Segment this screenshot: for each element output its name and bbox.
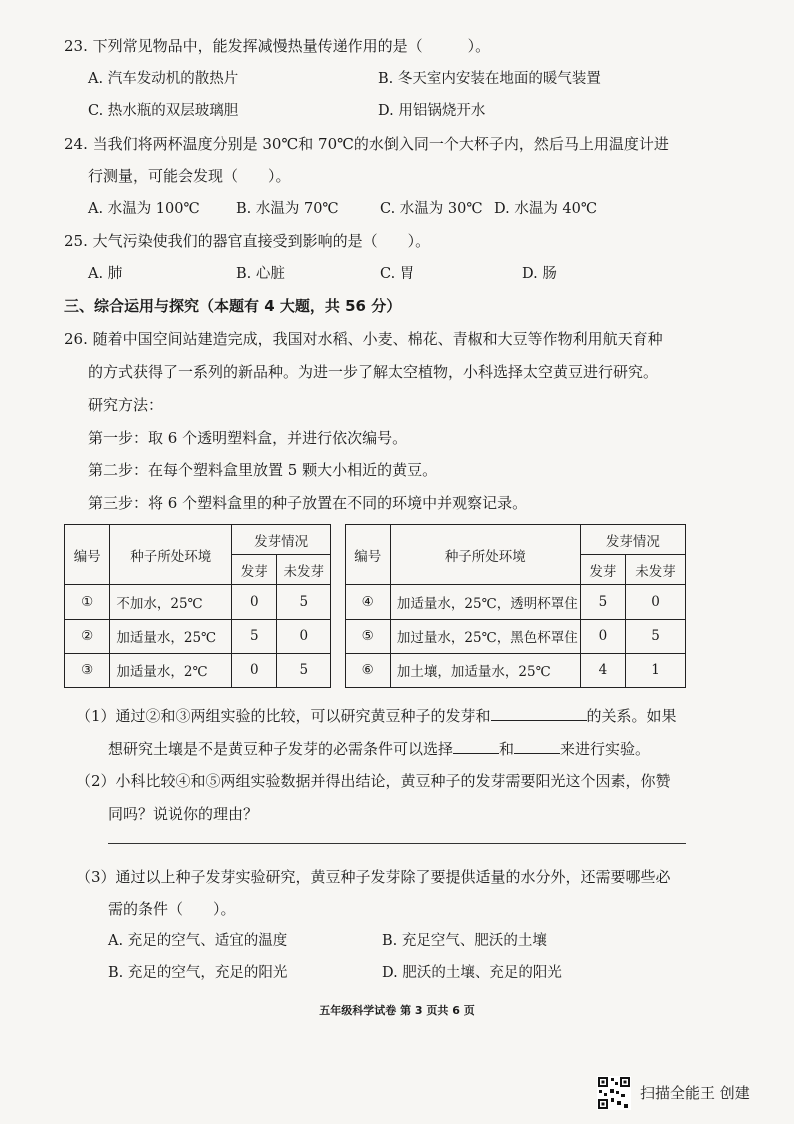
cell-environment: 加土壤，加适量水，25℃ xyxy=(390,653,580,687)
q26-step2: 第二步：在每个塑料盒里放置 5 颗大小相近的黄豆。 xyxy=(88,461,438,479)
q26-step3: 第三步：将 6 个塑料盒里的种子放置在不同的环境中并观察记录。 xyxy=(88,494,528,512)
cell-sprout: 4 xyxy=(580,653,625,687)
q23-option-c: C. 热水瓶的双层玻璃胆 xyxy=(88,103,239,119)
q26-sub2-line1: （2）小科比较④和⑤两组实验数据并得出结论，黄豆种子的发芽需要阳光这个因素，你赞 xyxy=(76,772,671,790)
q26-sub1-text-d: 和 xyxy=(499,740,515,758)
cell-id: ④ xyxy=(345,585,390,619)
header-no-sprout: 未发芽 xyxy=(277,555,331,585)
q26-sub3-option-d: D. 肥沃的土壤、充足的阳光 xyxy=(382,965,562,981)
cell-id: ⑤ xyxy=(345,619,390,653)
cell-sprout: 5 xyxy=(580,585,625,619)
cell-environment: 加适量水，25℃ xyxy=(110,619,232,653)
q26-sub1-line1 xyxy=(76,704,677,727)
q25-option-d: D. 肠 xyxy=(522,266,557,282)
header-id: 编号 xyxy=(65,525,110,585)
cell-id: ① xyxy=(65,585,110,619)
cell-no-sprout: 5 xyxy=(626,619,686,653)
cell-environment: 加适量水，25℃，透明杯罩住 xyxy=(390,585,580,619)
cell-sprout: 0 xyxy=(580,619,625,653)
cell-no-sprout: 5 xyxy=(277,653,331,687)
q25-option-c: C. 胃 xyxy=(380,266,415,282)
q24-stem-line1: 24. 当我们将两杯温度分别是 30℃和 70℃的水倒入同一个大杯子内，然后马上用温度计进 xyxy=(64,135,669,153)
q23-option-a: A. 汽车发动机的散热片 xyxy=(88,71,239,87)
q26-method-label: 研究方法： xyxy=(88,396,164,414)
header-status: 发芽情况 xyxy=(232,525,331,555)
q26-sub1-text-a: （1）通过②和③两组实验的比较，可以研究黄豆种子的发芽和 xyxy=(76,707,491,725)
page-footer: 五年级科学试卷 第 3 页共 6 页 xyxy=(319,1004,475,1017)
q26-sub1-text-b: 的关系。如果 xyxy=(586,707,677,725)
q23-option-d: D. 用铝锅烧开水 xyxy=(378,103,486,119)
q26-step1: 第一步：取 6 个透明塑料盒，并进行依次编号。 xyxy=(88,429,408,447)
q25-option-b: B. 心脏 xyxy=(236,266,285,282)
header-no-sprout-2: 未发芽 xyxy=(626,555,686,585)
q24-option-d: D. 水温为 40℃ xyxy=(494,201,598,217)
q26-sub3-option-c: B. 充足的空气，充足的阳光 xyxy=(108,965,288,981)
experiment-table xyxy=(64,524,686,688)
q26-sub3-option-b: B. 充足空气、肥沃的土壤 xyxy=(382,933,547,949)
q26-sub3-line2: 需的条件（ ）。 xyxy=(108,900,236,918)
q26-sub1-text-e: 来进行实验。 xyxy=(560,740,651,758)
cell-no-sprout: 1 xyxy=(626,653,686,687)
q24-option-b: B. 水温为 70℃ xyxy=(236,201,339,217)
q26-sub1-text-c: 想研究土壤是不是黄豆种子发芽的必需条件可以选择 xyxy=(108,740,454,758)
q24-option-c: C. 水温为 30℃ xyxy=(380,201,483,217)
qr-code-icon xyxy=(597,1076,631,1110)
q24-stem-line2: 行测量，可能会发现（ ）。 xyxy=(88,167,291,185)
table-row xyxy=(65,653,686,687)
cell-no-sprout: 5 xyxy=(277,585,331,619)
q23-stem: 23. 下列常见物品中，能发挥减慢热量传递作用的是（ ）。 xyxy=(64,37,491,55)
header-status-2: 发芽情况 xyxy=(580,525,685,555)
q26-sub1-line2 xyxy=(108,737,650,760)
header-sprout: 发芽 xyxy=(232,555,277,585)
cell-environment: 不加水，25℃ xyxy=(110,585,232,619)
answer-blank-3[interactable] xyxy=(514,737,560,754)
table-row xyxy=(65,619,686,653)
answer-blank-2[interactable] xyxy=(453,737,499,754)
answer-line[interactable] xyxy=(108,843,686,844)
section-3-title: 三、综合运用与探究（本题有 4 大题，共 56 分） xyxy=(64,297,402,315)
q26-sub2-line2: 同吗？说说你的理由？ xyxy=(108,805,259,823)
cell-sprout: 0 xyxy=(232,653,277,687)
table-row xyxy=(65,585,686,619)
cell-id: ⑥ xyxy=(345,653,390,687)
q26-sub3-line1: （3）通过以上种子发芽实验研究，黄豆种子发芽除了要提供适量的水分外，还需要哪些必 xyxy=(76,868,671,886)
cell-id: ③ xyxy=(65,653,110,687)
q23-option-b: B. 冬天室内安装在地面的暖气装置 xyxy=(378,71,601,87)
table-gap xyxy=(331,525,345,688)
q26-intro-line1: 26. 随着中国空间站建造完成，我国对水稻、小麦、棉花、青椒和大豆等作物利用航天育种 xyxy=(64,330,663,348)
q25-stem: 25. 大气污染使我们的器官直接受到影响的是（ ）。 xyxy=(64,232,431,250)
header-sprout-2: 发芽 xyxy=(580,555,625,585)
q25-option-a: A. 肺 xyxy=(88,266,123,282)
cell-sprout: 5 xyxy=(232,619,277,653)
scanner-watermark: 扫描全能王 创建 xyxy=(640,1084,750,1102)
cell-sprout: 0 xyxy=(232,585,277,619)
q26-sub3-option-a: A. 充足的空气、适宜的温度 xyxy=(108,933,288,949)
cell-no-sprout: 0 xyxy=(626,585,686,619)
cell-environment: 加适量水，2℃ xyxy=(110,653,232,687)
q24-option-a: A. 水温为 100℃ xyxy=(88,201,200,217)
header-environment-2: 种子所处环境 xyxy=(390,525,580,585)
cell-environment: 加过量水，25℃，黑色杯罩住 xyxy=(390,619,580,653)
q26-intro-line2: 的方式获得了一系列的新品种。为进一步了解太空植物，小科选择太空黄豆进行研究。 xyxy=(88,363,659,381)
cell-no-sprout: 0 xyxy=(277,619,331,653)
header-environment: 种子所处环境 xyxy=(110,525,232,585)
header-id-2: 编号 xyxy=(345,525,390,585)
cell-id: ② xyxy=(65,619,110,653)
answer-blank-1[interactable] xyxy=(491,704,587,721)
